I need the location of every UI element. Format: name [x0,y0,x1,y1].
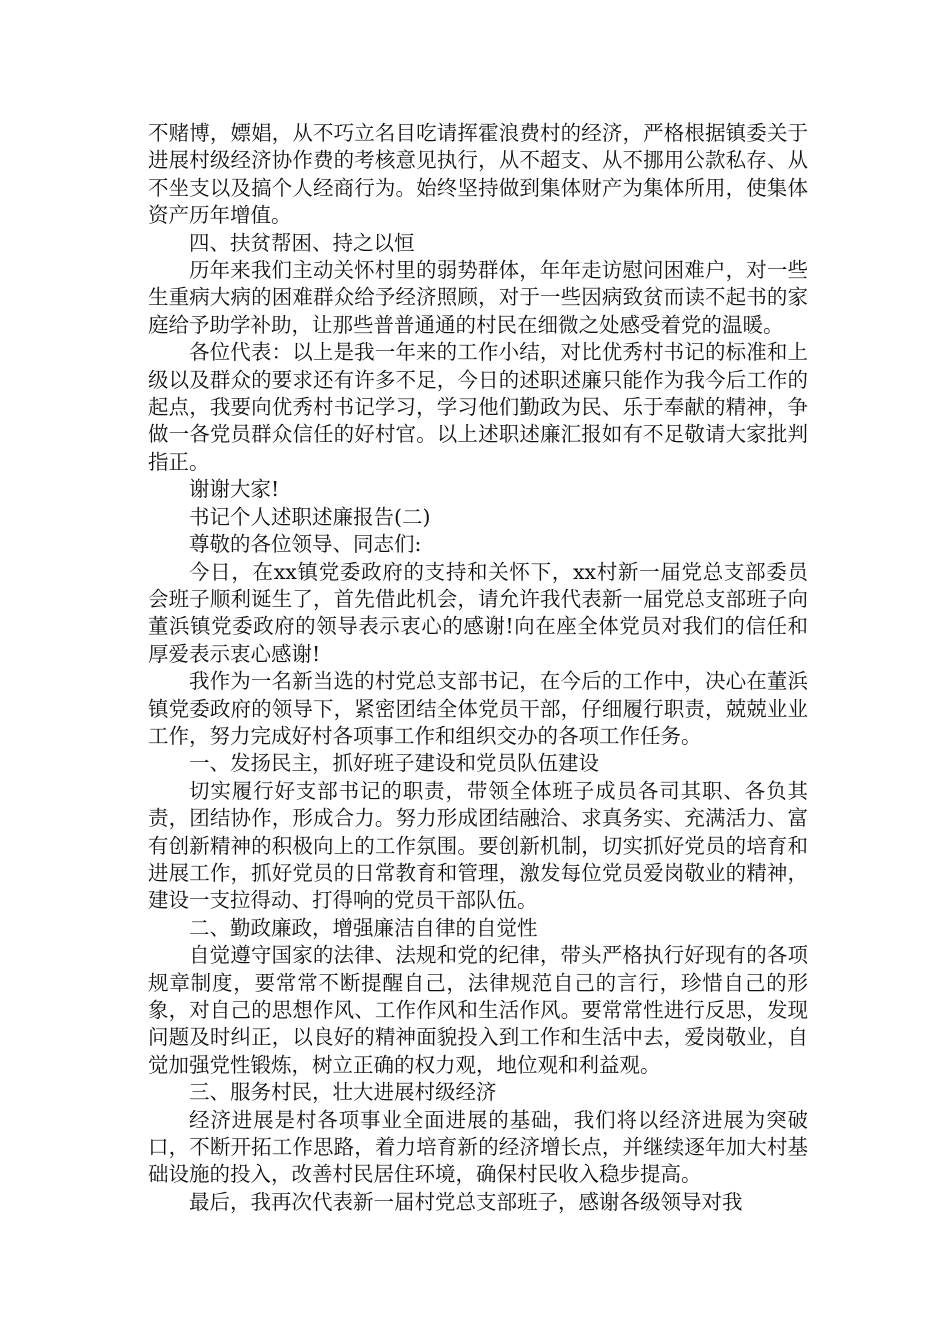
document-body [148,120,808,1216]
report-title: 书记个人述职述廉报告(二) [189,504,431,529]
paragraph: 经济进展是村各项事业全面进展的基础，我们将以经济进展为突破口，不断开拓工作思路，着力培育新的经济增长点，并继续逐年加大村基础设施的投入，改善村民居住环境，确保村民收入稳步提高。 [148,1107,808,1187]
paragraph: 各位代表：以上是我一年来的工作小结，对比优秀村书记的标准和上级以及群众的要求还有许多不足，今日的述职述廉只能作为我今后工作的起点，我要向优秀村书记学习，学习他们勤政为民、乐于奉献的精神，争做一各党员群众信任的好村官。以上述职述廉汇报如有不足敬请大家批判指正。 [148,340,808,474]
paragraph: 我作为一名新当选的村党总支部书记，在今后的工作中，决心在董浜镇党委政府的领导下，紧密团结全体党员干部，仔细履行职责，兢兢业业工作，努力完成好村各项事工作和组织交办的各项工作任务。 [148,669,808,748]
paragraph: 切实履行好支部书记的职责，带领全体班子成员各司其职、各负其责，团结协作，形成合力。努力形成团结融洽、求真务实、充满活力、富有创新精神的积极向上的工作氛围。要创新机制，切实抓好党员的培育和进展工作，抓好党员的日常教育和管理，激发每位党员爱岗敬业的精神，建设一支拉得动、打得响的党员干部队伍。 [148,778,808,913]
salutation: 尊敬的各位领导、同志们: [189,532,422,557]
section-heading-democracy: 一、发扬民主，抓好班子建设和党员队伍建设 [189,751,599,776]
paragraph: 自觉遵守国家的法律、法规和党的纪律，带头严格执行好现有的各项规章制度，要常常不断提醒自己，法律规范自己的言行，珍惜自己的形象，对自己的思想作风、工作作风和生活作风。要常常性进行反思，发现问题及时纠正，以良好的精神面貌投入到工作和生活中去，爱岗敬业，自觉加强党性锻炼，树立正确的权力观，地位观和利益观。 [148,943,808,1077]
section-heading-poverty-relief: 四、扶贫帮困、持之以恒 [189,230,415,255]
section-heading-integrity: 二、勤政廉政，增强廉洁自律的自觉性 [189,915,538,940]
paragraph-thanks: 谢谢大家! [189,477,280,502]
paragraph-closing: 最后，我再次代表新一届村党总支部班子，感谢各级领导对我 [189,1189,743,1214]
section-heading-economy: 三、服务村民，壮大进展村级经济 [189,1080,497,1105]
paragraph-continued: 不赌博，嫖娼，从不巧立名目吃请挥霍浪费村的经济，严格根据镇委关于进展村级经济协作费的考核意见执行，从不超支、从不挪用公款私存、从不坐支以及搞个人经商行为。始终坚持做到集体财产为集体所用，使集体资产历年增值。 [148,121,808,228]
paragraph: 今日，在xx镇党委政府的支持和关怀下，xx村新一届党总支部委员会班子顺利诞生了，首先借此机会，请允许我代表新一届党总支部班子向董浜镇党委政府的领导表示衷心的感谢!向在座全体党员对我们的信任和厚爱表示衷心感谢! [148,559,808,666]
paragraph: 历年来我们主动关怀村里的弱势群体，年年走访慰问困难户，对一些生重病大病的困难群众给予经济照顾，对于一些因病致贫而读不起书的家庭给予助学补助，让那些普普通通的村民在细微之处感受着党的温暖。 [148,258,808,337]
